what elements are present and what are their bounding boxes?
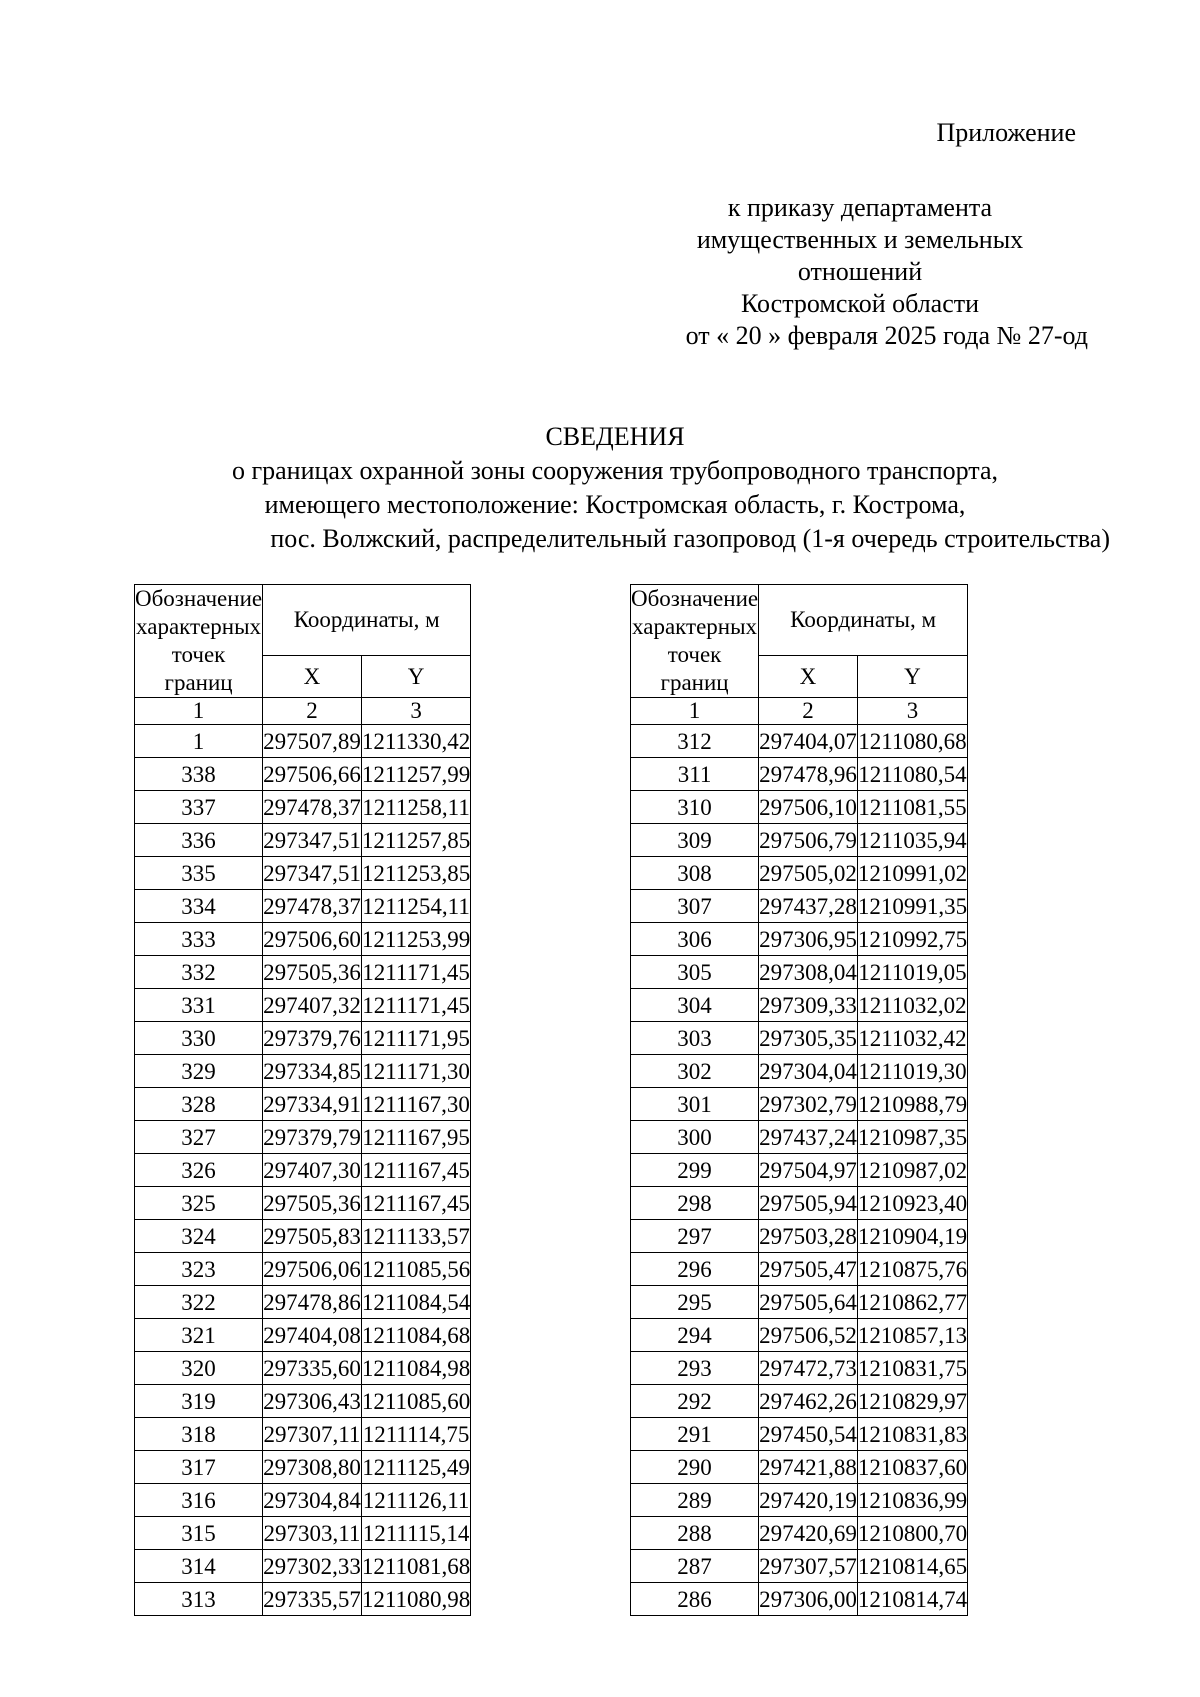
coords-header: Координаты, м [263, 585, 471, 656]
table-row [135, 1088, 471, 1121]
table-row [631, 758, 968, 791]
x-coord-cell: 297305,35 [759, 1022, 858, 1055]
table-row [135, 791, 471, 824]
table-row [135, 1451, 471, 1484]
x-coord-cell: 297302,33 [263, 1550, 362, 1583]
coordinates-table-left [134, 584, 471, 1616]
x-coord-cell: 297507,89 [263, 725, 362, 758]
y-coord-cell: 1211167,45 [361, 1154, 470, 1187]
point-id-cell: 314 [135, 1550, 263, 1583]
x-coord-cell: 297379,76 [263, 1022, 362, 1055]
coords-header: Координаты, м [759, 585, 968, 656]
col-number: 1 [135, 698, 263, 725]
y-coord-cell: 1211126,11 [361, 1484, 470, 1517]
y-coord-cell: 1210862,77 [857, 1286, 967, 1319]
col-number: 1 [631, 698, 759, 725]
point-id-cell: 1 [135, 725, 263, 758]
point-id-cell: 295 [631, 1286, 759, 1319]
point-id-cell: 324 [135, 1220, 263, 1253]
x-coord-cell: 297347,51 [263, 824, 362, 857]
table-row [135, 1550, 471, 1583]
table-row [631, 923, 968, 956]
y-coord-cell: 1210988,79 [857, 1088, 967, 1121]
point-id-cell: 320 [135, 1352, 263, 1385]
table-row [135, 824, 471, 857]
table-row [631, 824, 968, 857]
x-coord-cell: 297504,97 [759, 1154, 858, 1187]
point-id-cell: 306 [631, 923, 759, 956]
point-id-cell: 296 [631, 1253, 759, 1286]
table-row [135, 989, 471, 1022]
y-coord-cell: 1211171,95 [361, 1022, 470, 1055]
x-coord-cell: 297462,26 [759, 1385, 858, 1418]
x-header: X [759, 655, 858, 697]
y-coord-cell: 1210829,97 [857, 1385, 967, 1418]
table-row [135, 1187, 471, 1220]
table-row [631, 791, 968, 824]
table-row [135, 1055, 471, 1088]
x-coord-cell: 297478,37 [263, 890, 362, 923]
x-coord-cell: 297450,54 [759, 1418, 858, 1451]
appendix-label: Приложение [936, 118, 1076, 147]
y-coord-cell: 1210814,74 [857, 1583, 967, 1616]
point-id-cell: 304 [631, 989, 759, 1022]
document-title: СВЕДЕНИЯ [545, 422, 685, 451]
point-id-cell: 328 [135, 1088, 263, 1121]
point-id-cell: 287 [631, 1550, 759, 1583]
table-row [135, 1418, 471, 1451]
y-coord-cell: 1211085,60 [361, 1385, 470, 1418]
point-id-cell: 290 [631, 1451, 759, 1484]
y-coord-cell: 1210836,99 [857, 1484, 967, 1517]
x-coord-cell: 297308,04 [759, 956, 858, 989]
table-row [631, 1286, 968, 1319]
point-id-cell: 322 [135, 1286, 263, 1319]
x-coord-cell: 297506,60 [263, 923, 362, 956]
table-row [135, 1319, 471, 1352]
point-id-cell: 330 [135, 1022, 263, 1055]
order-reference [600, 192, 1120, 352]
table-row [631, 890, 968, 923]
y-coord-cell: 1211084,98 [361, 1352, 470, 1385]
y-coord-cell: 1210991,35 [857, 890, 967, 923]
x-coord-cell: 297303,11 [263, 1517, 362, 1550]
col-number: 3 [361, 698, 470, 725]
y-coord-cell: 1211125,49 [361, 1451, 470, 1484]
x-coord-cell: 297503,28 [759, 1220, 858, 1253]
point-id-cell: 301 [631, 1088, 759, 1121]
table-row [631, 1418, 968, 1451]
point-label-header: Обозначение характерных точек границ [135, 585, 263, 698]
table-row [631, 1583, 968, 1616]
x-coord-cell: 297505,36 [263, 1187, 362, 1220]
x-coord-cell: 297407,32 [263, 989, 362, 1022]
table-row [631, 857, 968, 890]
y-coord-cell: 1211080,98 [361, 1583, 470, 1616]
y-header: Y [857, 655, 967, 697]
y-coord-cell: 1210800,70 [857, 1517, 967, 1550]
x-coord-cell: 297506,66 [263, 758, 362, 791]
x-coord-cell: 297404,07 [759, 725, 858, 758]
y-coord-cell: 1211114,75 [361, 1418, 470, 1451]
y-header: Y [361, 655, 470, 697]
table-row [631, 1550, 968, 1583]
point-id-cell: 308 [631, 857, 759, 890]
col-number: 3 [857, 698, 967, 725]
y-coord-cell: 1211085,56 [361, 1253, 470, 1286]
order-line-3: отношений [797, 257, 923, 286]
x-coord-cell: 297505,02 [759, 857, 858, 890]
y-coord-cell: 1211254,11 [361, 890, 470, 923]
x-coord-cell: 297304,84 [263, 1484, 362, 1517]
x-coord-cell: 297478,96 [759, 758, 858, 791]
point-id-cell: 325 [135, 1187, 263, 1220]
x-coord-cell: 297306,95 [759, 923, 858, 956]
point-id-cell: 309 [631, 824, 759, 857]
table-row [631, 1154, 968, 1187]
table-row [135, 1385, 471, 1418]
table-row [135, 1286, 471, 1319]
y-coord-cell: 1211084,68 [361, 1319, 470, 1352]
x-coord-cell: 297420,69 [759, 1517, 858, 1550]
point-id-cell: 310 [631, 791, 759, 824]
order-line-4: Костромской области [740, 289, 980, 318]
y-coord-cell: 1210991,02 [857, 857, 967, 890]
order-line-1: к приказу департамента [727, 193, 993, 222]
x-coord-cell: 297437,24 [759, 1121, 858, 1154]
heading-line-2: имеющего местоположение: Костромская область, г. Кострома, [264, 490, 966, 519]
table-row [135, 890, 471, 923]
table-row [631, 956, 968, 989]
table-row [135, 758, 471, 791]
x-coord-cell: 297506,52 [759, 1319, 858, 1352]
y-coord-cell: 1211081,55 [857, 791, 967, 824]
point-id-cell: 335 [135, 857, 263, 890]
y-coord-cell: 1211167,30 [361, 1088, 470, 1121]
y-coord-cell: 1211019,30 [857, 1055, 967, 1088]
x-coord-cell: 297307,57 [759, 1550, 858, 1583]
table-row [135, 1022, 471, 1055]
x-coord-cell: 297506,06 [263, 1253, 362, 1286]
x-coord-cell: 297472,73 [759, 1352, 858, 1385]
y-coord-cell: 1211019,05 [857, 956, 967, 989]
y-coord-cell: 1210992,75 [857, 923, 967, 956]
order-date: от « 20 » февраля 2025 года № 27-од [685, 321, 1088, 350]
x-coord-cell: 297306,43 [263, 1385, 362, 1418]
y-coord-cell: 1210831,75 [857, 1352, 967, 1385]
point-id-cell: 321 [135, 1319, 263, 1352]
y-coord-cell: 1211253,85 [361, 857, 470, 890]
table-row [631, 1220, 968, 1253]
point-id-cell: 291 [631, 1418, 759, 1451]
heading-line-3: пос. Волжский, распределительный газопровод (1-я очередь строительства) [270, 524, 1110, 553]
point-id-cell: 333 [135, 923, 263, 956]
x-coord-cell: 297478,37 [263, 791, 362, 824]
table-row [631, 1484, 968, 1517]
x-coord-cell: 297505,36 [263, 956, 362, 989]
point-id-cell: 302 [631, 1055, 759, 1088]
table-row [135, 1121, 471, 1154]
y-coord-cell: 1211171,45 [361, 956, 470, 989]
x-coord-cell: 297505,94 [759, 1187, 858, 1220]
y-coord-cell: 1211257,99 [361, 758, 470, 791]
point-label-header: Обозначение характерных точек границ [631, 585, 759, 698]
point-id-cell: 315 [135, 1517, 263, 1550]
y-coord-cell: 1211115,14 [361, 1517, 470, 1550]
point-id-cell: 311 [631, 758, 759, 791]
point-id-cell: 331 [135, 989, 263, 1022]
y-coord-cell: 1210857,13 [857, 1319, 967, 1352]
y-coord-cell: 1211035,94 [857, 824, 967, 857]
y-coord-cell: 1210987,02 [857, 1154, 967, 1187]
point-id-cell: 288 [631, 1517, 759, 1550]
point-id-cell: 316 [135, 1484, 263, 1517]
table-row [631, 1451, 968, 1484]
document-heading [120, 420, 1110, 556]
point-id-cell: 326 [135, 1154, 263, 1187]
point-id-cell: 334 [135, 890, 263, 923]
point-id-cell: 317 [135, 1451, 263, 1484]
point-id-cell: 286 [631, 1583, 759, 1616]
x-coord-cell: 297379,79 [263, 1121, 362, 1154]
point-id-cell: 303 [631, 1022, 759, 1055]
table-row [631, 1121, 968, 1154]
y-coord-cell: 1211171,45 [361, 989, 470, 1022]
point-id-cell: 313 [135, 1583, 263, 1616]
table-row [631, 1319, 968, 1352]
y-coord-cell: 1211167,45 [361, 1187, 470, 1220]
y-coord-cell: 1211080,68 [857, 725, 967, 758]
table-row [135, 1253, 471, 1286]
x-coord-cell: 297334,91 [263, 1088, 362, 1121]
point-id-cell: 327 [135, 1121, 263, 1154]
point-id-cell: 312 [631, 725, 759, 758]
point-id-cell: 319 [135, 1385, 263, 1418]
y-coord-cell: 1210904,19 [857, 1220, 967, 1253]
point-id-cell: 294 [631, 1319, 759, 1352]
table-row [135, 1484, 471, 1517]
point-id-cell: 293 [631, 1352, 759, 1385]
table-row [631, 1253, 968, 1286]
y-coord-cell: 1210987,35 [857, 1121, 967, 1154]
y-coord-cell: 1211080,54 [857, 758, 967, 791]
table-row [631, 1022, 968, 1055]
x-coord-cell: 297478,86 [263, 1286, 362, 1319]
x-coord-cell: 297304,04 [759, 1055, 858, 1088]
point-id-cell: 298 [631, 1187, 759, 1220]
table-row [135, 956, 471, 989]
point-id-cell: 337 [135, 791, 263, 824]
point-id-cell: 338 [135, 758, 263, 791]
x-coord-cell: 297335,60 [263, 1352, 362, 1385]
x-coord-cell: 297407,30 [263, 1154, 362, 1187]
x-coord-cell: 297307,11 [263, 1418, 362, 1451]
point-id-cell: 297 [631, 1220, 759, 1253]
x-coord-cell: 297505,83 [263, 1220, 362, 1253]
y-coord-cell: 1211253,99 [361, 923, 470, 956]
x-coord-cell: 297421,88 [759, 1451, 858, 1484]
col-number: 2 [263, 698, 362, 725]
table-row [135, 1352, 471, 1385]
table-row [135, 923, 471, 956]
table-row [135, 1154, 471, 1187]
x-header: X [263, 655, 362, 697]
x-coord-cell: 297506,10 [759, 791, 858, 824]
y-coord-cell: 1210837,60 [857, 1451, 967, 1484]
y-coord-cell: 1211084,54 [361, 1286, 470, 1319]
y-coord-cell: 1211081,68 [361, 1550, 470, 1583]
point-id-cell: 318 [135, 1418, 263, 1451]
table-row [631, 1352, 968, 1385]
y-coord-cell: 1211133,57 [361, 1220, 470, 1253]
x-coord-cell: 297308,80 [263, 1451, 362, 1484]
table-row [631, 1187, 968, 1220]
table-row [135, 1220, 471, 1253]
point-id-cell: 332 [135, 956, 263, 989]
table-row [135, 1517, 471, 1550]
order-line-2: имущественных и земельных [696, 225, 1024, 254]
y-coord-cell: 1211032,42 [857, 1022, 967, 1055]
x-coord-cell: 297404,08 [263, 1319, 362, 1352]
x-coord-cell: 297309,33 [759, 989, 858, 1022]
table-row [631, 1517, 968, 1550]
point-id-cell: 292 [631, 1385, 759, 1418]
x-coord-cell: 297505,64 [759, 1286, 858, 1319]
table-row [135, 1583, 471, 1616]
y-coord-cell: 1210831,83 [857, 1418, 967, 1451]
y-coord-cell: 1211171,30 [361, 1055, 470, 1088]
x-coord-cell: 297306,00 [759, 1583, 858, 1616]
x-coord-cell: 297335,57 [263, 1583, 362, 1616]
table-row [135, 857, 471, 890]
point-id-cell: 307 [631, 890, 759, 923]
point-id-cell: 305 [631, 956, 759, 989]
table-row [631, 1088, 968, 1121]
x-coord-cell: 297505,47 [759, 1253, 858, 1286]
y-coord-cell: 1211257,85 [361, 824, 470, 857]
y-coord-cell: 1211258,11 [361, 791, 470, 824]
point-id-cell: 323 [135, 1253, 263, 1286]
x-coord-cell: 297506,79 [759, 824, 858, 857]
x-coord-cell: 297334,85 [263, 1055, 362, 1088]
y-coord-cell: 1211167,95 [361, 1121, 470, 1154]
table-row [631, 725, 968, 758]
point-id-cell: 329 [135, 1055, 263, 1088]
point-id-cell: 336 [135, 824, 263, 857]
table-row [631, 1055, 968, 1088]
table-row [631, 1385, 968, 1418]
point-id-cell: 299 [631, 1154, 759, 1187]
y-coord-cell: 1210814,65 [857, 1550, 967, 1583]
x-coord-cell: 297437,28 [759, 890, 858, 923]
y-coord-cell: 1210875,76 [857, 1253, 967, 1286]
point-id-cell: 300 [631, 1121, 759, 1154]
point-id-cell: 289 [631, 1484, 759, 1517]
table-row [631, 989, 968, 1022]
y-coord-cell: 1211330,42 [361, 725, 470, 758]
y-coord-cell: 1210923,40 [857, 1187, 967, 1220]
x-coord-cell: 297302,79 [759, 1088, 858, 1121]
heading-line-1: о границах охранной зоны сооружения трубопроводного транспорта, [231, 456, 999, 485]
table-row [135, 725, 471, 758]
coordinates-table-right [630, 584, 968, 1616]
y-coord-cell: 1211032,02 [857, 989, 967, 1022]
x-coord-cell: 297347,51 [263, 857, 362, 890]
col-number: 2 [759, 698, 858, 725]
x-coord-cell: 297420,19 [759, 1484, 858, 1517]
